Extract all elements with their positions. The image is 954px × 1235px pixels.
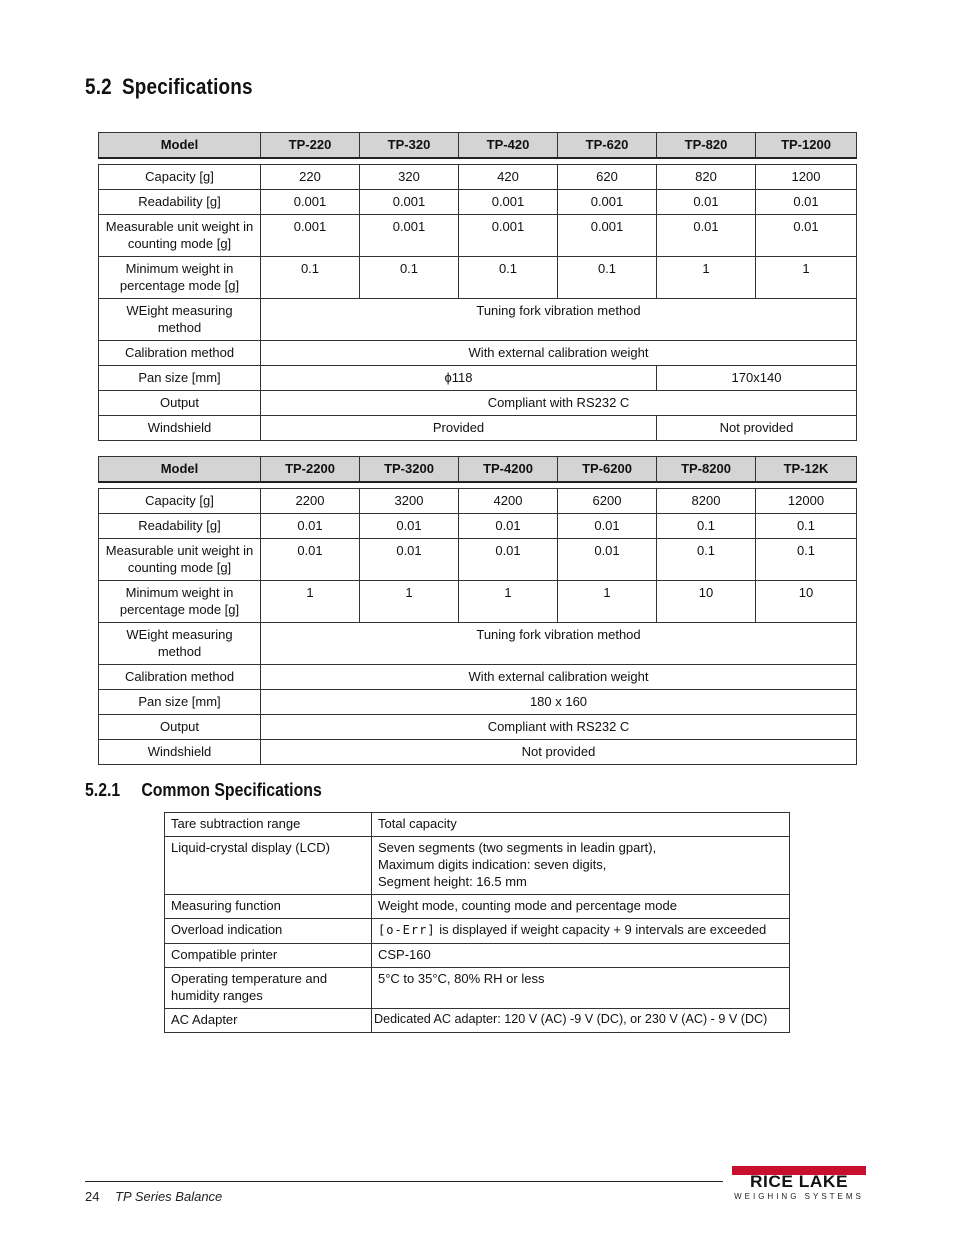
table-cell xyxy=(372,837,790,895)
table-cell: 0.001 xyxy=(459,190,558,215)
table-row xyxy=(165,968,790,1009)
table-cell: 820 xyxy=(657,165,756,190)
row-label: Operating temperature and humidity ranges xyxy=(165,968,372,1009)
table-row xyxy=(99,514,857,539)
table-cell: 0.01 xyxy=(558,539,657,581)
table-cell: 0.001 xyxy=(558,190,657,215)
row-label: Minimum weight in percentage mode [g] xyxy=(99,581,261,623)
lcd-line: Segment height: 16.5 mm xyxy=(378,874,527,889)
table-cell: 0.1 xyxy=(756,514,857,539)
section-title: Specifications xyxy=(121,74,253,99)
table-row xyxy=(99,341,857,366)
lcd-line: Maximum digits indication: seven digits, xyxy=(378,857,607,872)
header-cell: TP-620 xyxy=(558,133,657,159)
table-header-row xyxy=(99,133,857,159)
table-cell: 0.1 xyxy=(459,257,558,299)
subsection-heading xyxy=(85,780,322,801)
table-cell: 0.001 xyxy=(360,190,459,215)
table-cell: Provided xyxy=(261,416,657,441)
header-cell: TP-220 xyxy=(261,133,360,159)
table-cell: 220 xyxy=(261,165,360,190)
header-cell: TP-4200 xyxy=(459,457,558,483)
row-label: Tare subtraction range xyxy=(165,813,372,837)
subsection-title: Common Specifications xyxy=(141,780,322,800)
table-row xyxy=(99,299,857,341)
table-cell: 0.1 xyxy=(657,539,756,581)
overload-text: is displayed if weight capacity + 9 intervals are exceeded xyxy=(439,922,767,937)
logo-name: RICE LAKE xyxy=(749,1172,849,1191)
table-cell: 1 xyxy=(657,257,756,299)
row-label: WEight measuring method xyxy=(99,299,261,341)
row-label: AC Adapter xyxy=(165,1009,372,1033)
header-cell: TP-6200 xyxy=(558,457,657,483)
table-cell: 180 x 160 xyxy=(261,690,857,715)
table-cell: 0.1 xyxy=(360,257,459,299)
table-cell: 0.01 xyxy=(261,539,360,581)
table-cell: 0.01 xyxy=(261,514,360,539)
row-label: Overload indication xyxy=(165,919,372,944)
table-row xyxy=(165,837,790,895)
table-cell: 0.01 xyxy=(657,215,756,257)
table-cell: 0.1 xyxy=(261,257,360,299)
table-cell: 0.001 xyxy=(558,215,657,257)
table-cell: With external calibration weight xyxy=(261,341,857,366)
table-cell: 6200 xyxy=(558,489,657,514)
table-cell: 620 xyxy=(558,165,657,190)
table-cell: Not provided xyxy=(657,416,857,441)
table-row xyxy=(99,740,857,765)
row-label: Liquid-crystal display (LCD) xyxy=(165,837,372,895)
row-label: Compatible printer xyxy=(165,944,372,968)
table-cell: 1 xyxy=(360,581,459,623)
header-cell: TP-8200 xyxy=(657,457,756,483)
table-cell: Dedicated AC adapter: 120 V (AC) -9 V (DC), or 230 V (AC) - 9 V (DC) xyxy=(372,1009,790,1033)
row-label: Pan size [mm] xyxy=(99,690,261,715)
table-cell: 0.001 xyxy=(360,215,459,257)
header-cell: TP-2200 xyxy=(261,457,360,483)
table-row xyxy=(99,257,857,299)
table-cell: 170x140 xyxy=(657,366,857,391)
row-label: Output xyxy=(99,391,261,416)
table-cell: 0.01 xyxy=(360,514,459,539)
table-cell: 0.01 xyxy=(558,514,657,539)
header-cell: TP-3200 xyxy=(360,457,459,483)
table-cell: Tuning fork vibration method xyxy=(261,299,857,341)
subsection-number: 5.2.1 xyxy=(85,780,121,800)
table-row xyxy=(99,539,857,581)
table-cell: Weight mode, counting mode and percentage mode xyxy=(372,895,790,919)
table-cell: 10 xyxy=(756,581,857,623)
rice-lake-logo xyxy=(730,1166,868,1202)
common-spec-table xyxy=(164,812,790,1033)
table-cell: 1 xyxy=(756,257,857,299)
table-cell: 0.01 xyxy=(756,190,857,215)
row-label: Calibration method xyxy=(99,665,261,690)
row-label: Windshield xyxy=(99,740,261,765)
table-cell: Compliant with RS232 C xyxy=(261,391,857,416)
table-row xyxy=(99,665,857,690)
header-cell: Model xyxy=(99,457,261,483)
section-number: 5.2 xyxy=(85,74,112,99)
table-cell: 420 xyxy=(459,165,558,190)
table-header-row xyxy=(99,457,857,483)
table-cell: 1 xyxy=(261,581,360,623)
table-cell: Not provided xyxy=(261,740,857,765)
spec-table-2 xyxy=(98,456,857,765)
table-row xyxy=(99,690,857,715)
header-cell: TP-820 xyxy=(657,133,756,159)
table-cell: 4200 xyxy=(459,489,558,514)
row-label: Measuring function xyxy=(165,895,372,919)
table-cell: 320 xyxy=(360,165,459,190)
table-cell: 12000 xyxy=(756,489,857,514)
table-cell: With external calibration weight xyxy=(261,665,857,690)
row-label: Readability [g] xyxy=(99,514,261,539)
header-cell: TP-320 xyxy=(360,133,459,159)
footer-rule xyxy=(85,1181,723,1182)
table-row xyxy=(99,623,857,665)
table-cell: ϕ118 xyxy=(261,366,657,391)
table-cell: 0.01 xyxy=(459,514,558,539)
table-cell xyxy=(372,919,790,944)
header-cell: Model xyxy=(99,133,261,159)
logo-subtitle: WEIGHING SYSTEMS xyxy=(734,1192,864,1201)
table-cell: 0.001 xyxy=(459,215,558,257)
lcd-error-glyph: [o-Err] xyxy=(378,923,436,937)
table-cell: 0.1 xyxy=(756,539,857,581)
table-row xyxy=(99,391,857,416)
row-label: Calibration method xyxy=(99,341,261,366)
table-cell: CSP-160 xyxy=(372,944,790,968)
table-row xyxy=(99,366,857,391)
table-row xyxy=(165,813,790,837)
page-number: 24 xyxy=(85,1189,100,1204)
table-row xyxy=(165,895,790,919)
table-row xyxy=(99,489,857,514)
table-cell: Total capacity xyxy=(372,813,790,837)
row-label: Measurable unit weight in counting mode [g] xyxy=(99,215,261,257)
table-row xyxy=(99,715,857,740)
table-cell: 0.01 xyxy=(459,539,558,581)
table-cell: 2200 xyxy=(261,489,360,514)
table-cell: 10 xyxy=(657,581,756,623)
header-cell: TP-1200 xyxy=(756,133,857,159)
table-cell: 0.01 xyxy=(657,190,756,215)
table-row xyxy=(165,919,790,944)
table-cell: Tuning fork vibration method xyxy=(261,623,857,665)
row-label: Pan size [mm] xyxy=(99,366,261,391)
table-cell: Compliant with RS232 C xyxy=(261,715,857,740)
table-cell: 1 xyxy=(558,581,657,623)
table-row xyxy=(99,581,857,623)
table-cell: 0.1 xyxy=(657,514,756,539)
header-cell: TP-420 xyxy=(459,133,558,159)
table-cell: 1200 xyxy=(756,165,857,190)
table-row xyxy=(99,416,857,441)
table-cell: 8200 xyxy=(657,489,756,514)
table-cell: 1 xyxy=(459,581,558,623)
row-label: Windshield xyxy=(99,416,261,441)
row-label: Capacity [g] xyxy=(99,489,261,514)
row-label: Minimum weight in percentage mode [g] xyxy=(99,257,261,299)
row-label: WEight measuring method xyxy=(99,623,261,665)
table-cell: 5°C to 35°C, 80% RH or less xyxy=(372,968,790,1009)
table-cell: 0.01 xyxy=(756,215,857,257)
table-row xyxy=(165,1009,790,1033)
footer xyxy=(85,1189,222,1204)
table-cell: 0.01 xyxy=(360,539,459,581)
lcd-line: Seven segments (two segments in leadin gpart), xyxy=(378,840,657,855)
row-label: Output xyxy=(99,715,261,740)
document-title: TP Series Balance xyxy=(115,1189,223,1204)
table-row xyxy=(165,944,790,968)
table-cell: 0.001 xyxy=(261,190,360,215)
table-cell: 0.001 xyxy=(261,215,360,257)
table-row xyxy=(99,215,857,257)
table-cell: 0.1 xyxy=(558,257,657,299)
section-heading xyxy=(85,74,253,100)
row-label: Capacity [g] xyxy=(99,165,261,190)
table-row xyxy=(99,165,857,190)
table-row xyxy=(99,190,857,215)
row-label: Readability [g] xyxy=(99,190,261,215)
table-cell: 3200 xyxy=(360,489,459,514)
spec-table-1 xyxy=(98,132,857,441)
row-label: Measurable unit weight in counting mode [g] xyxy=(99,539,261,581)
header-cell: TP-12K xyxy=(756,457,857,483)
